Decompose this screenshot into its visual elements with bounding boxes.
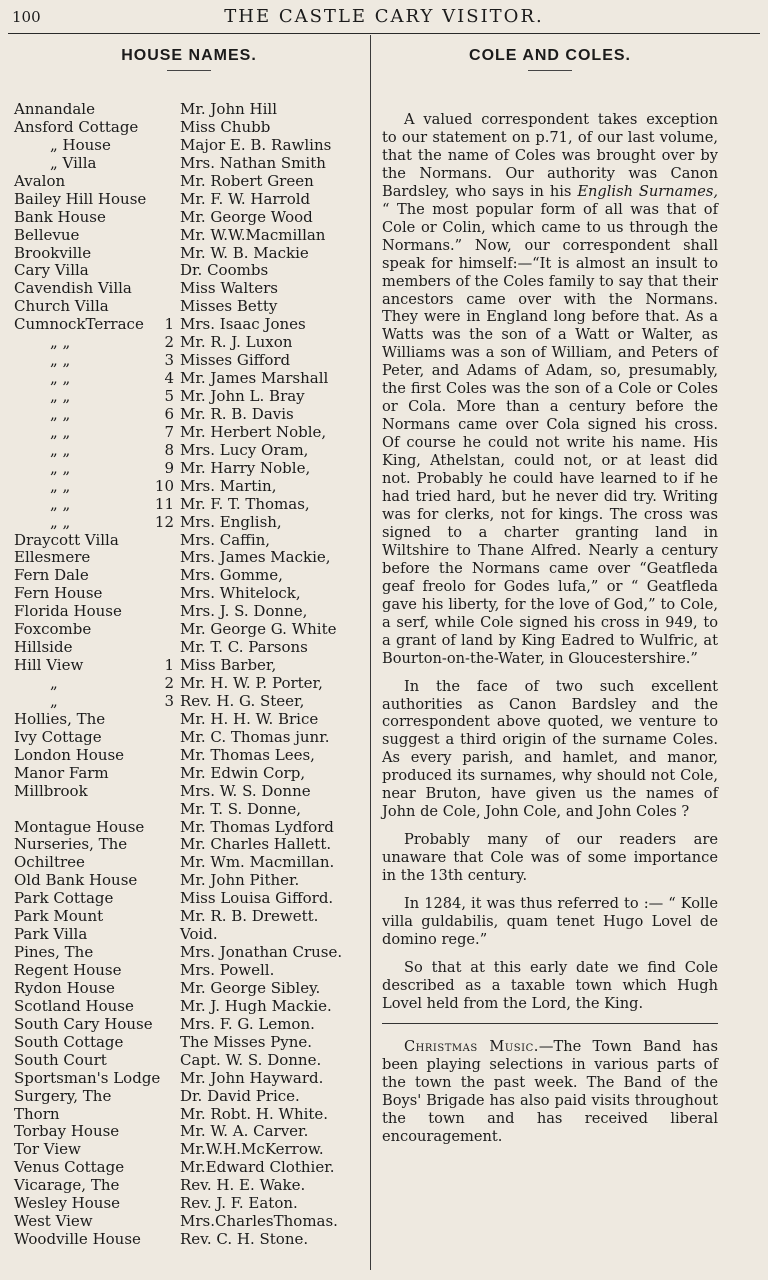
occupant-name: Mr. H. W. P. Porter, — [180, 674, 323, 692]
house-row — [14, 1195, 364, 1213]
house-number: 9 — [164, 458, 174, 477]
article-title: COLE AND COLES. — [469, 47, 631, 64]
house-row — [14, 1106, 364, 1124]
house-name: Ansford Cottage — [14, 117, 139, 136]
house-row — [14, 1034, 364, 1052]
house-row — [14, 962, 364, 980]
house-row — [14, 370, 364, 388]
house-row — [14, 298, 364, 316]
house-row — [14, 711, 364, 729]
occupant-name: Mr. Charles Hallett. — [180, 835, 332, 854]
house-row — [14, 603, 364, 621]
page-number: 100 — [12, 8, 41, 26]
house-name: „ House — [50, 135, 111, 154]
house-name: „ — [50, 691, 58, 710]
house-row — [14, 1231, 364, 1249]
house-name: „ „ — [50, 387, 71, 405]
house-row — [14, 1141, 364, 1159]
occupant-name: Mr. H. H. W. Brice — [180, 709, 319, 728]
occupant-name: Mrs.CharlesThomas. — [180, 1212, 338, 1231]
house-row — [14, 460, 364, 478]
occupant-name: Mrs. W. S. Donne — [180, 781, 311, 800]
house-row — [14, 1016, 364, 1034]
house-names-column — [14, 47, 364, 1249]
occupant-name: Misses Betty — [180, 297, 278, 316]
house-row — [14, 209, 364, 227]
house-row — [14, 621, 364, 639]
house-name: Cavendish Villa — [14, 279, 132, 298]
section-rule — [382, 1023, 718, 1024]
article-paragraph: In the face of two such excellent authorities as Canon Bardsley and the correspondent above quoted, we venture to suggest a third origin of the surname Coles. As every parish, and hamlet, and manor, produced its surnames, why should not Cole, near Bruton, have given us the names of John de Cole, John Cole, and John Coles ? — [382, 677, 718, 821]
house-name: „ „ — [50, 494, 71, 513]
occupant-name: Miss Chubb — [180, 117, 271, 136]
occupant-name: Mr. R. J. Luxon — [180, 333, 293, 352]
house-row — [14, 388, 364, 406]
book-title: English Surnames, — [577, 182, 718, 200]
house-name: „ Villa — [50, 153, 97, 172]
house-name: „ „ — [50, 440, 71, 459]
house-name: Scotland House — [14, 996, 134, 1015]
christmas-music-paragraph — [382, 1038, 718, 1146]
house-name: Vicarage, The — [14, 1176, 120, 1195]
house-name: Park Mount — [14, 907, 104, 926]
house-number: 12 — [154, 512, 174, 531]
house-name: Woodville House — [14, 1230, 141, 1249]
house-row — [14, 119, 364, 137]
column-divider — [370, 35, 371, 1270]
house-number: 11 — [154, 494, 174, 513]
occupant-name: Misses Gifford — [180, 351, 291, 370]
house-row — [14, 442, 364, 460]
house-row — [14, 567, 364, 585]
house-row — [14, 819, 364, 837]
occupant-name: Major E. B. Rawlins — [180, 135, 332, 154]
house-name: Tor View — [14, 1140, 81, 1159]
house-name: Venus Cottage — [14, 1158, 125, 1177]
house-row — [14, 1177, 364, 1195]
paragraph-heading: Christmas Music. — [404, 1037, 539, 1055]
occupant-name: Rev. H. E. Wake. — [180, 1176, 306, 1195]
house-row — [14, 729, 364, 747]
occupant-name: Mrs. Lucy Oram, — [180, 440, 309, 459]
house-row — [14, 532, 364, 550]
house-name: Draycott Villa — [14, 530, 119, 549]
occupant-name: Mr. T. C. Parsons — [180, 638, 308, 657]
occupant-name: Mr. Wm. Macmillan. — [180, 853, 335, 872]
house-name: „ „ — [50, 476, 71, 495]
header-rule — [8, 33, 760, 34]
house-row — [14, 101, 364, 119]
occupant-name: Mrs. Powell. — [180, 961, 275, 979]
occupant-name: Mr. F. T. Thomas, — [180, 494, 310, 513]
article-body — [382, 111, 718, 1145]
occupant-name: Mr. W.W.Macmillan — [180, 225, 326, 244]
occupant-name: Rev. H. G. Steer, — [180, 691, 305, 710]
house-number: 1 — [164, 315, 174, 334]
house-number: 10 — [154, 476, 174, 495]
house-row — [14, 1052, 364, 1070]
house-row — [14, 316, 364, 334]
occupant-name: Mrs. Caffin, — [180, 530, 271, 549]
house-number: 8 — [164, 440, 174, 459]
paragraph-text: —The Town Band has been playing selections in various parts of the town the past week. The Band of the Boys' Brigade has also paid visits throughout the town and has received liberal encouragement. — [382, 1037, 718, 1145]
occupant-name: Mrs. J. S. Donne, — [180, 602, 308, 621]
house-name: Torbay House — [14, 1122, 120, 1141]
house-name: Foxcombe — [14, 620, 92, 639]
occupant-name: Mrs. English, — [180, 512, 282, 531]
house-name: Montague House — [14, 817, 145, 836]
occupant-name: Mr. J. Hugh Mackie. — [180, 996, 332, 1015]
house-number: 2 — [164, 674, 174, 692]
house-row — [14, 137, 364, 155]
house-name: „ „ — [50, 369, 71, 388]
occupant-name: Mr. W. B. Mackie — [180, 243, 309, 262]
occupant-name: Miss Louisa Gifford. — [180, 889, 334, 908]
house-row — [14, 836, 364, 854]
occupant-name: Mr. Robert Green — [180, 171, 314, 190]
occupant-name: Rev. J. F. Eaton. — [180, 1194, 298, 1213]
house-name: „ „ — [50, 458, 71, 477]
house-row — [14, 227, 364, 245]
house-row — [14, 549, 364, 567]
house-name: Regent House — [14, 961, 122, 979]
house-name: „ „ — [50, 333, 71, 352]
house-name: Brookville — [14, 243, 92, 262]
house-row — [14, 514, 364, 532]
house-name: Park Villa — [14, 925, 88, 944]
occupant-name: Mr. Thomas Lees, — [180, 745, 315, 764]
house-row — [14, 980, 364, 998]
house-name: Hillside — [14, 638, 73, 657]
title-rule — [528, 70, 572, 71]
house-name: Bailey Hill House — [14, 189, 147, 208]
house-name: London House — [14, 745, 125, 764]
house-row — [14, 944, 364, 962]
occupant-name: Mr. John L. Bray — [180, 387, 305, 405]
article-paragraph: Probably many of our readers are unaware that Cole was of some importance in the 13th century. — [382, 831, 718, 885]
house-number: 2 — [164, 333, 174, 352]
house-row — [14, 173, 364, 191]
running-head: THE CASTLE CARY VISITOR. — [224, 6, 544, 27]
occupant-name: Dr. David Price. — [180, 1086, 300, 1105]
house-number: 1 — [164, 656, 174, 675]
occupant-name: Mr. R. B. Drewett. — [180, 907, 319, 926]
house-row — [14, 1159, 364, 1177]
house-name: Wesley House — [14, 1194, 121, 1213]
occupant-name: Mr. George Wood — [180, 207, 313, 226]
house-name: Annandale — [14, 100, 95, 118]
house-row — [14, 801, 364, 819]
house-number: 5 — [164, 387, 174, 405]
occupant-name: Mrs. F. G. Lemon. — [180, 1014, 315, 1033]
house-name: Church Villa — [14, 297, 109, 316]
house-row — [14, 908, 364, 926]
house-row — [14, 693, 364, 711]
house-name: Hollies, The — [14, 709, 106, 728]
article-paragraph: In 1284, it was thus referred to :— “ Kolle villa guldabilis, quam tenet Hugo Lovel de domino rege.” — [382, 895, 718, 948]
house-number: 3 — [164, 691, 174, 710]
house-name: Ivy Cottage — [14, 727, 102, 746]
house-name: „ „ — [50, 422, 71, 441]
house-name: Ellesmere — [14, 548, 91, 567]
house-row — [14, 191, 364, 209]
house-name: South Cottage — [14, 1032, 124, 1051]
house-row — [14, 334, 364, 352]
house-name: „ „ — [50, 351, 71, 370]
occupant-name: Mrs. Gomme, — [180, 566, 283, 585]
house-row — [14, 352, 364, 370]
house-name: Surgery, The — [14, 1086, 112, 1105]
house-row — [14, 1070, 364, 1088]
occupant-name: Mr. R. B. Davis — [180, 404, 294, 423]
occupant-name: Capt. W. S. Donne. — [180, 1050, 322, 1069]
house-row — [14, 245, 364, 263]
occupant-name: Mrs. Isaac Jones — [180, 315, 306, 334]
house-row — [14, 1213, 364, 1231]
house-row — [14, 1123, 364, 1141]
house-name: Rydon House — [14, 978, 115, 997]
house-list — [14, 101, 364, 1249]
occupant-name: Mr. John Pither. — [180, 871, 300, 890]
occupant-name: Mr. Robt. H. White. — [180, 1104, 329, 1123]
occupant-name: Mr. Edwin Corp, — [180, 763, 306, 782]
house-name: Avalon — [14, 171, 66, 190]
house-row — [14, 585, 364, 603]
occupant-name: Mrs. Nathan Smith — [180, 153, 326, 172]
occupant-name: Mrs. Whitelock, — [180, 584, 301, 603]
house-name: Cary Villa — [14, 261, 89, 280]
title-rule — [167, 70, 211, 71]
house-name: South Court — [14, 1050, 107, 1069]
occupant-name: Mr. Thomas Lydford — [180, 817, 334, 836]
house-row — [14, 262, 364, 280]
house-row — [14, 406, 364, 424]
paragraph-text: A valued correspondent takes exception to our statement on p.71, of our last volume, that the name of Coles was brought over by the Normans. Our authority was Canon Bardsley, who says in his — [382, 111, 718, 200]
occupant-name: Mr. Harry Noble, — [180, 458, 311, 477]
house-name: Bellevue — [14, 225, 80, 244]
occupant-name: Dr. Coombs — [180, 261, 269, 280]
article-paragraph: So that at this early date we find Cole described as a taxable town which Hugh Lovel held from the Lord, the King. — [382, 958, 718, 1012]
house-name: Nurseries, The — [14, 835, 128, 854]
house-names-title: HOUSE NAMES. — [121, 47, 257, 64]
house-row — [14, 155, 364, 173]
occupant-name: Mrs. Jonathan Cruse. — [180, 943, 343, 962]
occupant-name: Mr. T. S. Donne, — [180, 799, 302, 818]
house-name: South Cary House — [14, 1014, 153, 1033]
house-row — [14, 926, 364, 944]
house-name: West View — [14, 1212, 93, 1231]
occupant-name: Mr. George Sibley. — [180, 978, 321, 997]
house-row — [14, 496, 364, 514]
house-number: 6 — [164, 404, 174, 423]
house-number: 7 — [164, 422, 174, 441]
house-row — [14, 657, 364, 675]
house-name: Manor Farm — [14, 763, 109, 782]
house-name: Hill View — [14, 656, 84, 675]
article-paragraph — [382, 111, 718, 668]
house-row — [14, 872, 364, 890]
occupant-name: Mrs. James Mackie, — [180, 548, 331, 567]
house-row — [14, 675, 364, 693]
house-row — [14, 783, 364, 801]
house-name: „ „ — [50, 404, 71, 423]
occupant-name: Mr.W.H.McKerrow. — [180, 1140, 324, 1159]
house-number: 3 — [164, 351, 174, 370]
house-name: Sportsman's Lodge — [14, 1068, 161, 1087]
house-name: CumnockTerrace — [14, 315, 144, 334]
occupant-name: Mr. C. Thomas junr. — [180, 727, 330, 746]
house-name: Park Cottage — [14, 889, 114, 908]
house-row — [14, 424, 364, 442]
house-row — [14, 890, 364, 908]
occupant-name: Rev. C. H. Stone. — [180, 1230, 309, 1249]
house-row — [14, 280, 364, 298]
occupant-name: Void. — [180, 925, 218, 944]
occupant-name: Mr. George G. White — [180, 620, 337, 639]
occupant-name: The Misses Pyne. — [180, 1032, 313, 1051]
house-name: Fern House — [14, 584, 103, 603]
occupant-name: Mr. James Marshall — [180, 369, 329, 388]
house-row — [14, 639, 364, 657]
house-row — [14, 998, 364, 1016]
occupant-name: Miss Barber, — [180, 656, 277, 675]
occupant-name: Mrs. Martin, — [180, 476, 277, 495]
house-row — [14, 854, 364, 872]
cole-article-column — [382, 47, 718, 1155]
occupant-name: Miss Walters — [180, 279, 278, 298]
house-name: Millbrook — [14, 781, 88, 800]
house-name: Fern Dale — [14, 566, 89, 585]
house-name: Pines, The — [14, 943, 94, 962]
house-name: „ — [50, 674, 58, 692]
occupant-name: Mr. Herbert Noble, — [180, 422, 327, 441]
house-name: Bank House — [14, 207, 106, 226]
occupant-name: Mr. F. W. Harrold — [180, 189, 311, 208]
house-name: „ „ — [50, 512, 71, 531]
occupant-name: Mr. W. A. Carver. — [180, 1122, 309, 1141]
house-row — [14, 1088, 364, 1106]
occupant-name: Mr. John Hayward. — [180, 1068, 324, 1087]
occupant-name: Mr.Edward Clothier. — [180, 1158, 335, 1177]
house-name: Old Bank House — [14, 871, 138, 890]
house-row — [14, 747, 364, 765]
house-name: Florida House — [14, 602, 122, 621]
house-name: Thorn — [14, 1104, 60, 1123]
house-row — [14, 765, 364, 783]
house-number: 4 — [164, 369, 174, 388]
house-name: Ochiltree — [14, 853, 85, 872]
occupant-name: Mr. John Hill — [180, 100, 278, 118]
house-row — [14, 478, 364, 496]
paragraph-text: “ The most popular form of all was that of Cole or Colin, which came to us through the Normans.” Now, our correspondent shall speak for himself:—“It is almost an insult to members of the Coles family to say that their ancestors came over with the Normans. They were in England long before that. As a Watts was the son of a Watt or Walter, as Williams was a son of William, and Peters of Peter, and Adams of Adam, so, presumably, the first Coles was the son of a Cole or Coles or Cola. More than a century before the Normans came over Cola signed his cross. Of course he could not write his name. His King, Athelstan, could not, or at least did not. Probably he could have learned to if he had tried hard, but he never did try. Writing was for clerks, not for kings. The cross was signed to a charter granting land in Wiltshire to Thane Alfred. Nearly a century before the Normans came over “Geatfleda geaf freolo for Godes lufa,” or “ Geatfleda gave his liberty, for the love of God,” to Cole, a serf, while Cole signed his cross in 949, to a grant of land by King Eadred to Wulfric, at Bourton-on-the-Water, in Gloucestershire.” — [382, 200, 718, 667]
